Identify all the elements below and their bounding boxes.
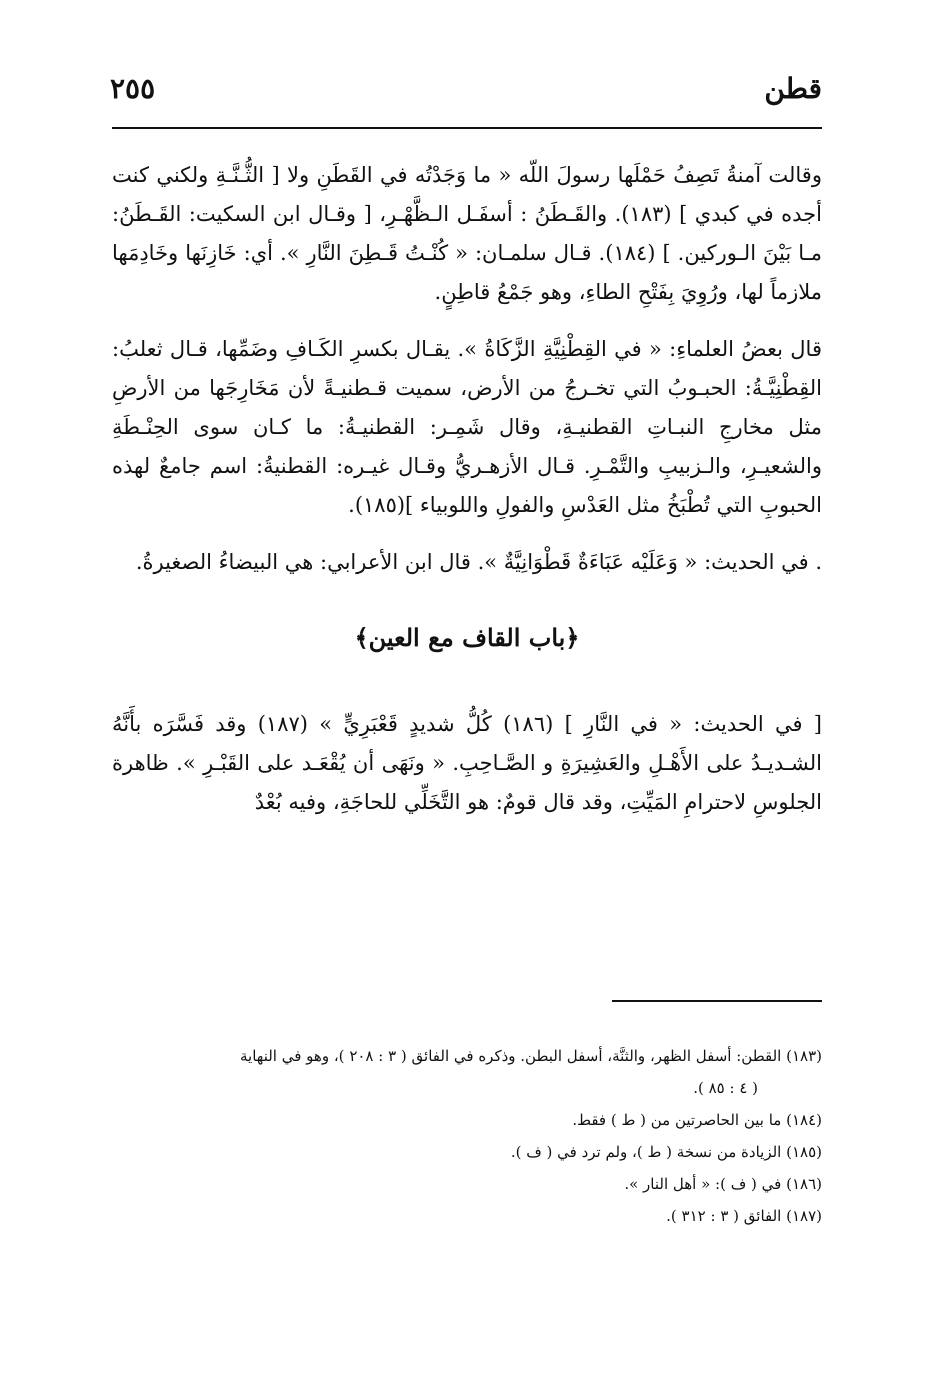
paragraph-qatan: وقالت آمنةُ تَصِفُ حَمْلَها رسولَ اللّه « ما وَجَدْتُه في القَطَنِ ولا [ الثُّـنَّـةِ ولكني كنت أجده في كبدي ] (١٨٣). والقَـطَنُ : أسفَـل الـظَّهْـرِ، [ وقـال ابن السكيت: القَـطَنُ: مـا بَيْنَ الـوركين. ] (١٨٤). قـال سلمـان: « كُنْـتُ قَـطِنَ النَّارِ ». أي: خَازِنَها وخَادِمَها ملازماً لها، ورُوِيَ بِفَتْحِ الطاءِ، وهو جَمْعُ قاطِنٍ. bbox=[112, 163, 823, 304]
paragraph-qatwaniyya: . في الحديث: « وَعَلَيْه عَبَاءَةٌ قَطْوَانِيَّةٌ ». قال ابن الأعرابي: هي البيضاءُ الصغيرةُ. bbox=[135, 550, 822, 574]
footnote-187: (١٨٧) الفائق ( ٣ : ٣١٢ ). bbox=[666, 1207, 822, 1225]
footnote-rule bbox=[612, 1000, 822, 1002]
footnotes bbox=[112, 1040, 822, 1232]
header-rule bbox=[112, 127, 822, 129]
footnote-183: (١٨٣) القطن: أسفل الظهر، والثنَّة، أسفل البطن. وذكره في الفائق ( ٣ : ٢٠٨ )، وهو في النهاية bbox=[240, 1047, 822, 1065]
footnote-184: (١٨٤) ما بين الحاصرتين من ( ط ) فقط. bbox=[572, 1111, 822, 1129]
main-text bbox=[112, 156, 822, 838]
footnote-185: (١٨٥) الزيادة من نسخة ( ط )، ولم ترد في ( ف ). bbox=[510, 1143, 822, 1161]
footnote-186: (١٨٦) في ( ف ): « أهل النار ». bbox=[624, 1175, 822, 1193]
paragraph-qitniyya: قال بعضُ العلماءِ: « في القِطْنِيَّةِ الزَّكَاةُ ». يقـال بكسرِ الكَـافِ وضَمِّها، قـال ثعلبُ: القِطْنِيَّـةُ: الحبـوبُ التي تخـرجُ من الأرض، سميت قـطنيـةً لأن مَخَارِجَها من الأرضِ مثل مخارجِ النبـاتِ القطنيـةِ، وقال شَمِـر: القطنيـةُ: ما كـان سوى الحِنْـطَةِ والشعيـرِ، والـزبيبِ والتَّمْـرِ. قـال الأزهـريُّ وقـال غيـره: القطنيةُ: اسم جامعٌ لهذه الحبوبِ التي تُطْبَخُ مثل العَدْسِ والفولِ واللوبياء ](١٨٥). bbox=[112, 337, 822, 517]
footnote-183-continued: ( ٤ : ٨٥ ). bbox=[693, 1079, 758, 1097]
chapter-heading: ﴿باب القاف مع العين﴾ bbox=[354, 623, 580, 652]
paragraph-qabari: [ في الحديث: « في النَّارِ ] (١٨٦) كُلُّ شديدٍ قَعْبَرِيٍّ » (١٨٧) وقد فَسَّرَه بأَنَّهُ الشـديـدُ على الأَهْـلِ والعَشِيرَةِ و الصَّـاحِبِ. « ونَهَى أن يُقْعَـد على القَبْـرِ ». ظاهرة الجلوسِ لاحترامِ المَيِّتِ، وقد قال قومٌ: هو التَّخَلِّي للحاجَةِ، وفيه بُعْدٌ bbox=[112, 712, 822, 814]
page-header bbox=[110, 72, 822, 116]
running-title: قطن bbox=[764, 72, 822, 105]
page-number: ٢٥٥ bbox=[110, 72, 156, 105]
